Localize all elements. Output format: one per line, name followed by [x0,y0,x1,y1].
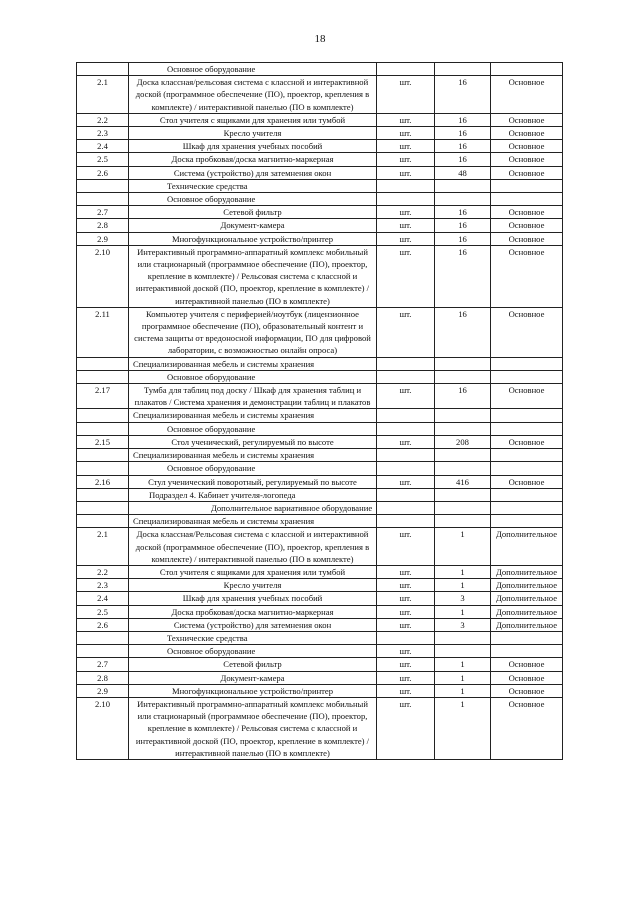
quantity-cell [435,63,491,76]
unit-cell [377,370,435,383]
section-row [77,370,563,383]
unit-cell [377,409,435,422]
quantity-cell [435,422,491,435]
row-number-cell [77,63,129,76]
type-cell: Основное [491,475,563,488]
row-number-cell [77,631,129,644]
row-number-cell [77,422,129,435]
unit-cell [377,631,435,644]
row-number-cell: 2.7 [77,658,129,671]
table-row [77,579,563,592]
quantity-cell: 16 [435,113,491,126]
item-name-cell: Шкаф для хранения учебных пособий [129,592,377,605]
section-row [77,488,563,501]
row-number-cell [77,193,129,206]
quantity-cell [435,462,491,475]
item-name-cell: Кресло учителя [129,579,377,592]
row-number-cell: 2.16 [77,475,129,488]
quantity-cell: 208 [435,435,491,448]
unit-cell [377,422,435,435]
unit-cell [377,515,435,528]
item-name-cell: Стул ученический поворотный, регулируемый по высоте [129,475,377,488]
table-row [77,671,563,684]
unit-cell: шт. [377,76,435,114]
row-number-cell [77,449,129,462]
row-number-cell: 2.10 [77,697,129,759]
row-number-cell: 2.1 [77,76,129,114]
row-number-cell: 2.9 [77,232,129,245]
quantity-cell: 16 [435,127,491,140]
section-title: Основное оборудование [129,370,377,383]
section-title: Основное оборудование [129,422,377,435]
unit-cell: шт. [377,140,435,153]
type-cell [491,193,563,206]
section-row [77,645,563,658]
quantity-cell: 416 [435,475,491,488]
quantity-cell [435,645,491,658]
type-cell: Основное [491,166,563,179]
quantity-cell [435,357,491,370]
section-title: Дополнительное вариативное оборудование [129,501,377,514]
item-name-cell: Многофункциональное устройство/принтер [129,684,377,697]
row-number-cell [77,370,129,383]
section-row [77,357,563,370]
type-cell: Основное [491,384,563,409]
section-title: Технические средства [129,631,377,644]
row-number-cell: 2.15 [77,435,129,448]
section-row [77,179,563,192]
unit-cell: шт. [377,579,435,592]
section-row [77,515,563,528]
unit-cell: шт. [377,435,435,448]
table-row [77,592,563,605]
section-row [77,193,563,206]
row-number-cell [77,409,129,422]
table-row [77,153,563,166]
quantity-cell: 1 [435,528,491,566]
type-cell [491,370,563,383]
unit-cell: шт. [377,113,435,126]
quantity-cell [435,179,491,192]
row-number-cell: 2.4 [77,592,129,605]
row-number-cell [77,501,129,514]
type-cell: Основное [491,140,563,153]
unit-cell: шт. [377,684,435,697]
item-name-cell: Документ-камера [129,671,377,684]
row-number-cell: 2.2 [77,565,129,578]
quantity-cell [435,449,491,462]
type-cell [491,409,563,422]
type-cell: Основное [491,76,563,114]
item-name-cell: Шкаф для хранения учебных пособий [129,140,377,153]
quantity-cell: 3 [435,592,491,605]
unit-cell: шт. [377,697,435,759]
unit-cell: шт. [377,166,435,179]
unit-cell [377,449,435,462]
table-row [77,697,563,759]
item-name-cell: Документ-камера [129,219,377,232]
quantity-cell [435,409,491,422]
section-title: Основное оборудование [129,193,377,206]
item-name-cell: Стол ученический, регулируемый по высоте [129,435,377,448]
quantity-cell: 1 [435,671,491,684]
unit-cell: шт. [377,307,435,357]
row-number-cell: 2.10 [77,245,129,307]
type-cell [491,488,563,501]
table-row [77,76,563,114]
item-name-cell: Сетевой фильтр [129,206,377,219]
section-title: Специализированная мебель и системы хранения [129,449,377,462]
type-cell [491,645,563,658]
item-name-cell: Система (устройство) для затемнения окон [129,618,377,631]
type-cell: Основное [491,307,563,357]
unit-cell: шт. [377,384,435,409]
item-name-cell: Доска пробковая/доска магнитно-маркерная [129,153,377,166]
table-row [77,307,563,357]
quantity-cell: 16 [435,384,491,409]
section-title: Специализированная мебель и системы хранения [129,357,377,370]
type-cell: Дополнительное [491,605,563,618]
section-title: Основное оборудование [129,63,377,76]
unit-cell [377,179,435,192]
item-name-cell: Доска классная/рельсовая система с классной и интерактивной доской (программное обеспечение (ПО), проектор, крепления в комплекте) / интерактивной панелью (ПО в комплекте) [129,76,377,114]
table-row [77,127,563,140]
quantity-cell: 3 [435,618,491,631]
row-number-cell [77,645,129,658]
section-row [77,422,563,435]
row-number-cell: 2.3 [77,127,129,140]
type-cell: Основное [491,684,563,697]
item-name-cell: Тумба для таблиц под доску / Шкаф для хранения таблиц и плакатов / Система хранения и демонстрации таблиц и плакатов [129,384,377,409]
type-cell: Основное [491,153,563,166]
section-row [77,462,563,475]
section-title: Подраздел 4. Кабинет учителя-логопеда [129,488,377,501]
quantity-cell [435,501,491,514]
table-row [77,684,563,697]
row-number-cell: 2.4 [77,140,129,153]
type-cell: Дополнительное [491,565,563,578]
type-cell: Основное [491,245,563,307]
item-name-cell: Стол учителя с ящиками для хранения или тумбой [129,565,377,578]
type-cell: Основное [491,127,563,140]
type-cell [491,515,563,528]
quantity-cell: 16 [435,232,491,245]
type-cell [491,449,563,462]
row-number-cell: 2.5 [77,153,129,166]
quantity-cell: 16 [435,245,491,307]
section-row [77,501,563,514]
row-number-cell: 2.6 [77,166,129,179]
section-row [77,449,563,462]
type-cell: Основное [491,697,563,759]
unit-cell: шт. [377,475,435,488]
type-cell: Дополнительное [491,579,563,592]
type-cell [491,63,563,76]
unit-cell [377,357,435,370]
table-row [77,245,563,307]
unit-cell: шт. [377,219,435,232]
unit-cell: шт. [377,153,435,166]
quantity-cell: 1 [435,565,491,578]
quantity-cell: 16 [435,76,491,114]
page-number: 18 [314,33,326,45]
quantity-cell: 16 [435,206,491,219]
row-number-cell: 2.5 [77,605,129,618]
row-number-cell: 2.3 [77,579,129,592]
row-number-cell: 2.8 [77,671,129,684]
unit-cell: шт. [377,245,435,307]
unit-cell: шт. [377,206,435,219]
unit-cell: шт. [377,605,435,618]
quantity-cell [435,515,491,528]
unit-cell: шт. [377,658,435,671]
row-number-cell: 2.8 [77,219,129,232]
row-number-cell [77,488,129,501]
item-name-cell: Стол учителя с ящиками для хранения или тумбой [129,113,377,126]
unit-cell [377,63,435,76]
row-number-cell: 2.7 [77,206,129,219]
section-title: Основное оборудование [129,462,377,475]
item-name-cell: Система (устройство) для затемнения окон [129,166,377,179]
row-number-cell: 2.6 [77,618,129,631]
quantity-cell: 1 [435,605,491,618]
unit-cell: шт. [377,127,435,140]
table-row [77,166,563,179]
type-cell [491,631,563,644]
quantity-cell: 1 [435,579,491,592]
type-cell: Основное [491,113,563,126]
row-number-cell [77,462,129,475]
table-row [77,232,563,245]
quantity-cell [435,488,491,501]
section-row [77,409,563,422]
quantity-cell: 1 [435,658,491,671]
row-number-cell: 2.1 [77,528,129,566]
quantity-cell: 16 [435,307,491,357]
quantity-cell [435,193,491,206]
section-row [77,631,563,644]
item-name-cell: Доска пробковая/доска магнитно-маркерная [129,605,377,618]
type-cell [491,179,563,192]
item-name-cell: Кресло учителя [129,127,377,140]
equipment-table-body [77,63,563,760]
equipment-table [76,62,563,760]
table-row [77,113,563,126]
unit-cell: шт. [377,528,435,566]
table-row [77,605,563,618]
section-title: Основное оборудование [129,645,377,658]
item-name-cell: Интерактивный программно-аппаратный комплекс мобильный или стационарный (программное обеспечение (ПО), проектор, крепление в комплекте) / Рельсовая система с классной и интерактивной доской (ПО, проектор, крепление в комплекте) / интерактивной панелью (ПО в комплекте) [129,697,377,759]
type-cell: Основное [491,671,563,684]
type-cell [491,422,563,435]
unit-cell [377,488,435,501]
type-cell: Дополнительное [491,528,563,566]
table-row [77,528,563,566]
section-title: Технические средства [129,179,377,192]
table-row [77,475,563,488]
type-cell: Основное [491,435,563,448]
type-cell: Основное [491,219,563,232]
section-row [77,63,563,76]
section-title: Специализированная мебель и системы хранения [129,409,377,422]
table-row [77,658,563,671]
table-row [77,384,563,409]
type-cell: Дополнительное [491,592,563,605]
quantity-cell [435,631,491,644]
quantity-cell: 1 [435,684,491,697]
table-row [77,219,563,232]
row-number-cell [77,357,129,370]
unit-cell: шт. [377,565,435,578]
item-name-cell: Многофункциональное устройство/принтер [129,232,377,245]
row-number-cell [77,515,129,528]
unit-cell: шт. [377,645,435,658]
row-number-cell: 2.11 [77,307,129,357]
type-cell: Основное [491,658,563,671]
table-row [77,435,563,448]
quantity-cell: 16 [435,140,491,153]
item-name-cell: Компьютер учителя с периферией/ноутбук (лицензионное программное обеспечение (ПО), образовательный контент и система защиты от вредоносной информации, ПО для цифровой лаборатории, с возможностью онлайн опроса) [129,307,377,357]
table-row [77,565,563,578]
type-cell: Основное [491,232,563,245]
section-title: Специализированная мебель и системы хранения [129,515,377,528]
item-name-cell: Доска классная/Рельсовая система с классной и интерактивной доской (программное обеспечение (ПО), проектор, крепления в комплекте) / интерактивной панелью (ПО в комплекте) [129,528,377,566]
quantity-cell [435,370,491,383]
unit-cell [377,501,435,514]
type-cell [491,357,563,370]
row-number-cell [77,179,129,192]
type-cell: Дополнительное [491,618,563,631]
unit-cell: шт. [377,232,435,245]
type-cell [491,462,563,475]
unit-cell [377,193,435,206]
type-cell: Основное [491,206,563,219]
quantity-cell: 48 [435,166,491,179]
row-number-cell: 2.9 [77,684,129,697]
unit-cell: шт. [377,592,435,605]
table-row [77,140,563,153]
quantity-cell: 16 [435,219,491,232]
row-number-cell: 2.2 [77,113,129,126]
type-cell [491,501,563,514]
item-name-cell: Сетевой фильтр [129,658,377,671]
item-name-cell: Интерактивный программно-аппаратный комплекс мобильный или стационарный (программное обеспечение (ПО), проектор, крепление в комплекте) / Рельсовая система с классной и интерактивной доской (ПО, проектор, крепление в комплекте) / интерактивной панелью (ПО в комплекте) [129,245,377,307]
table-row [77,206,563,219]
quantity-cell: 1 [435,697,491,759]
row-number-cell: 2.17 [77,384,129,409]
table-row [77,618,563,631]
unit-cell [377,462,435,475]
quantity-cell: 16 [435,153,491,166]
unit-cell: шт. [377,671,435,684]
unit-cell: шт. [377,618,435,631]
